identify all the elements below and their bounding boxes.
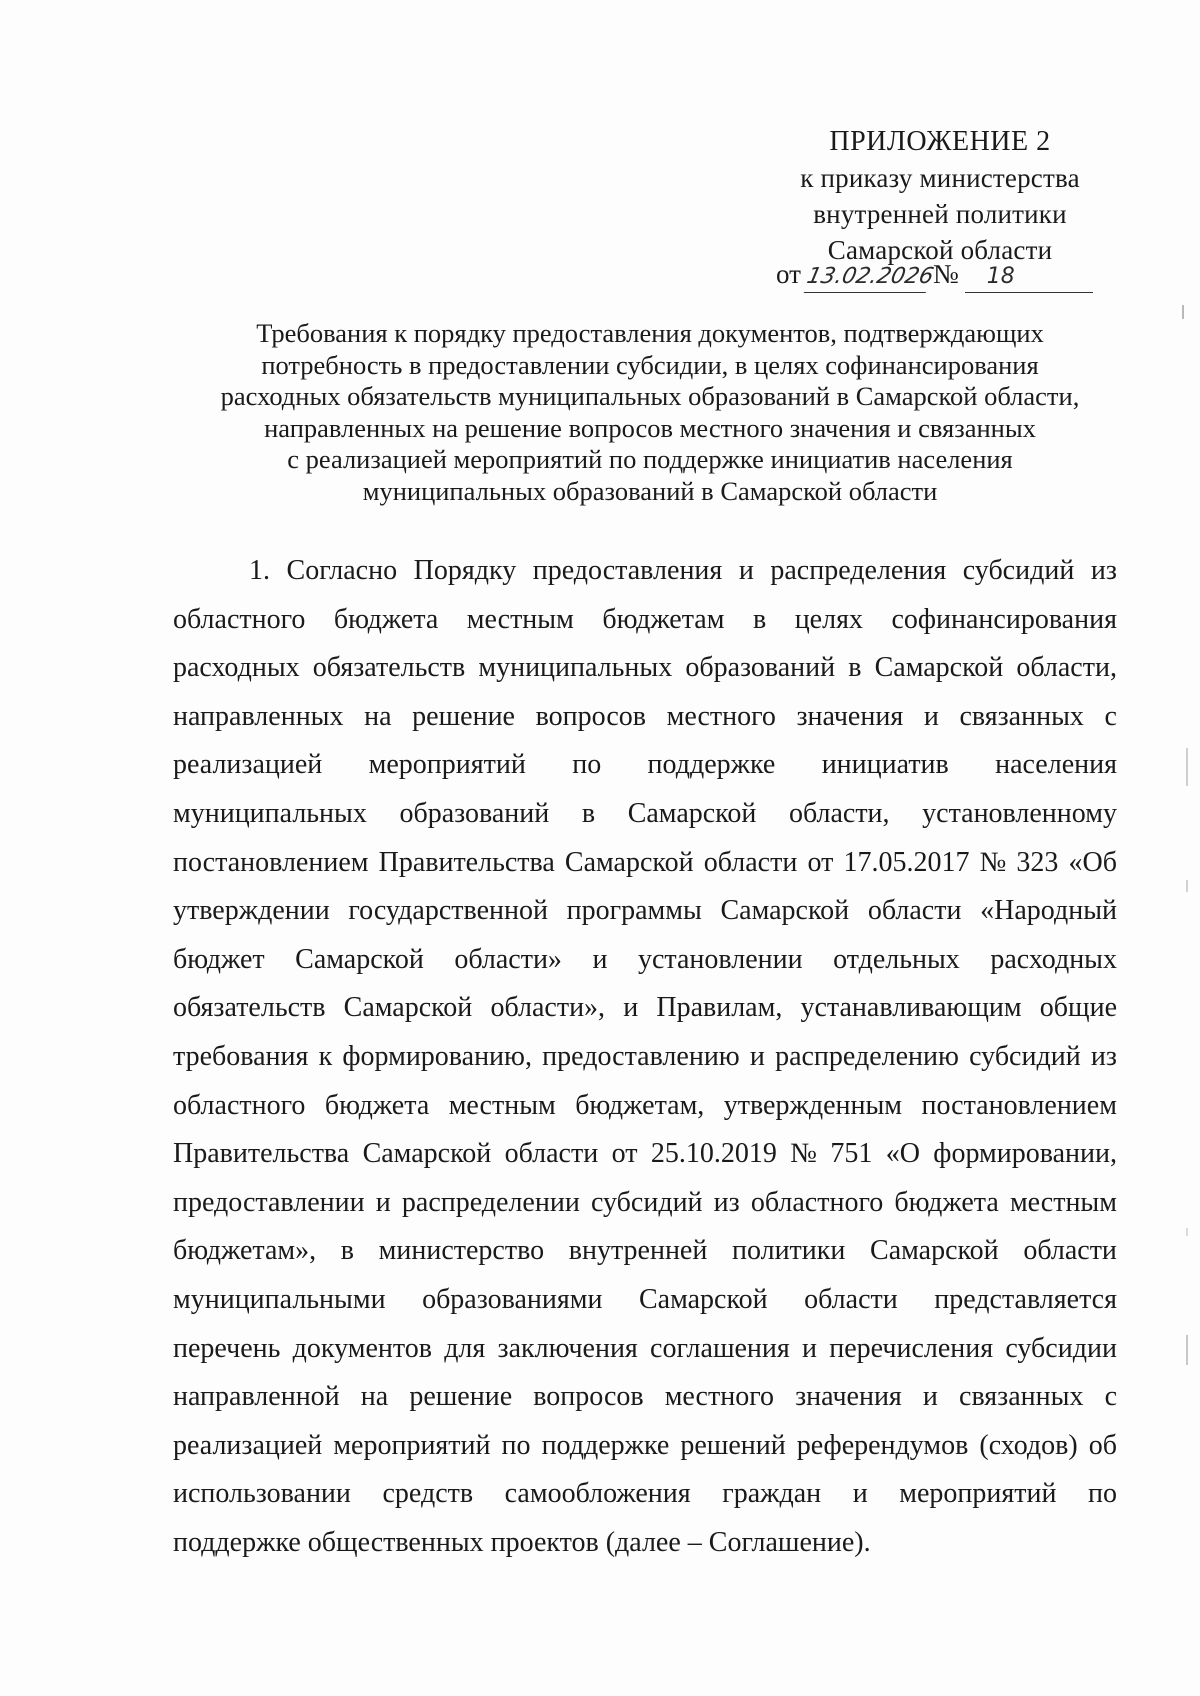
scan-artifact: [1182, 305, 1184, 319]
body-word: формировании,: [933, 1138, 1117, 1170]
body-word: и: [738, 555, 754, 586]
handwritten-number: 18: [965, 262, 1093, 293]
body-word: решение: [409, 1381, 513, 1413]
body-line: [173, 790, 1117, 839]
body-line: [173, 741, 1117, 790]
body-word: 25.10.2019: [650, 1138, 777, 1170]
body-word: образованиями: [422, 1283, 603, 1315]
body-word: внутренней: [568, 1235, 708, 1267]
handwritten-date: 13.02.2026: [804, 262, 933, 293]
body-line: [173, 693, 1117, 742]
body-word: направленных: [173, 700, 344, 732]
body-paragraph: [173, 547, 1117, 1567]
body-word: соглашения: [650, 1332, 790, 1364]
title-line: направленных на решение вопросов местного значения и связанных: [264, 412, 1036, 443]
body-word: по: [572, 749, 602, 781]
body-word: решение: [412, 700, 515, 732]
body-word: мероприятий: [333, 1429, 491, 1461]
body-word: и: [623, 992, 639, 1024]
body-word: документов: [292, 1332, 432, 1364]
body-word: области: [804, 1283, 898, 1315]
body-word: области: [1023, 1235, 1117, 1267]
body-word: об: [1088, 1429, 1117, 1461]
body-word: мероприятий: [368, 749, 526, 781]
body-word: Самарской: [362, 1138, 492, 1170]
body-word: самообложения: [504, 1478, 691, 1510]
body-word: постановлением: [921, 1089, 1117, 1121]
body-word: распределению: [775, 1040, 959, 1072]
body-word: формированию,: [342, 1040, 532, 1072]
scan-artifact: [1186, 748, 1188, 786]
body-word: распределения: [770, 555, 947, 586]
body-word: и: [375, 1186, 391, 1218]
body-line: [173, 1519, 1117, 1568]
body-word: местным: [466, 603, 574, 635]
body-word: (сходов): [979, 1429, 1078, 1461]
body-word: реализацией: [173, 1429, 323, 1461]
body-word: Согласно: [286, 555, 398, 586]
appendix-title: ПРИЛОЖЕНИЕ 2: [829, 126, 1051, 157]
body-line: [173, 984, 1117, 1033]
order-date-line: [776, 256, 1116, 292]
body-word: использовании: [173, 1478, 351, 1510]
body-word: по: [501, 1429, 531, 1461]
body-line: [173, 644, 1117, 693]
body-word: Самарской: [870, 1235, 999, 1267]
body-word: от: [611, 1138, 638, 1170]
title-line: Требования к порядку предоставления документов, подтверждающих: [256, 318, 1044, 348]
title-line: с реализацией мероприятий по поддержке инициатив населения: [287, 444, 1013, 474]
body-word: программы: [566, 895, 702, 927]
body-word: государственной: [348, 895, 548, 927]
scan-artifact: [1186, 1228, 1188, 1236]
body-word: и: [802, 1332, 817, 1364]
body-word: постановлением: [173, 846, 369, 878]
body-word: 751: [830, 1138, 873, 1170]
body-word: 323: [1016, 846, 1059, 878]
body-line: [173, 1130, 1117, 1179]
body-word: представляется: [934, 1283, 1117, 1315]
body-word: местного: [666, 700, 776, 732]
body-line: [173, 1082, 1117, 1131]
body-word: из: [1090, 1040, 1117, 1072]
body-word: местным: [1009, 1186, 1117, 1218]
body-word: средств: [382, 1478, 474, 1510]
body-word: субсидий: [969, 1040, 1081, 1072]
body-word: субсидий: [962, 555, 1075, 586]
appendix-line: внутренней политики: [813, 199, 1067, 229]
body-word: значения: [796, 700, 904, 732]
body-word: муниципальных: [173, 797, 367, 829]
body-word: к: [318, 1040, 333, 1072]
body-word: муниципальными: [173, 1283, 386, 1315]
body-word: в: [581, 797, 596, 829]
body-word: Самарской: [638, 1283, 768, 1315]
body-word: Самарской: [627, 797, 757, 829]
title-line: расходных обязательств муниципальных образований в Самарской области,: [220, 381, 1080, 411]
body-word: местным: [448, 1089, 556, 1121]
body-line: [173, 887, 1117, 936]
scan-artifact: [1186, 880, 1188, 892]
body-word: утвержденным: [723, 1089, 903, 1121]
body-word: Самарской: [720, 895, 850, 927]
body-word: бюджетам: [602, 603, 725, 635]
date-prefix: от: [776, 259, 801, 289]
body-word: распределении: [401, 1186, 580, 1218]
body-word: вопросов: [533, 1381, 644, 1413]
body-word: вопросов: [535, 700, 646, 732]
body-word: от: [807, 846, 834, 878]
body-word: образований: [399, 797, 550, 829]
body-word: отдельных: [833, 943, 960, 975]
body-word: и: [592, 943, 608, 975]
body-word: Самарской: [343, 992, 473, 1024]
body-word: связанных: [959, 1381, 1084, 1413]
appendix-header: [770, 124, 1110, 268]
body-word: направленной: [173, 1381, 340, 1413]
body-word: установлении: [637, 943, 803, 975]
body-word: значения: [795, 1381, 902, 1413]
body-word: и: [749, 1040, 765, 1072]
body-word: «Об: [1068, 846, 1117, 878]
body-word: предоставлении: [173, 1186, 365, 1218]
body-word: Самарской: [874, 652, 1004, 684]
body-word: области»,: [490, 992, 606, 1024]
body-word: с: [1104, 1381, 1117, 1413]
number-sign: №: [932, 259, 959, 289]
body-word: инициатив: [821, 749, 949, 781]
body-word: бюджета: [324, 1089, 430, 1121]
body-word: 1.: [249, 555, 270, 586]
body-word: и: [923, 700, 939, 732]
body-word: поддержке: [647, 749, 776, 781]
body-word: поддержке: [541, 1429, 670, 1461]
body-word: областного: [750, 1186, 884, 1218]
body-word: референдумов: [796, 1429, 969, 1461]
body-word: на: [364, 700, 392, 732]
body-word: Самарской: [564, 846, 694, 878]
body-word: Порядку: [413, 555, 517, 586]
body-word: бюджета: [894, 1186, 999, 1218]
body-word: местного: [664, 1381, 774, 1413]
body-word: №: [790, 1138, 817, 1170]
appendix-line: к приказу министерства: [800, 163, 1080, 193]
body-word: софинансирования: [891, 603, 1117, 635]
body-word: целях: [794, 603, 863, 635]
body-word: утверждении: [173, 895, 330, 927]
body-word: в: [752, 603, 767, 635]
body-word: и: [922, 1381, 938, 1413]
body-word: из: [1090, 555, 1117, 586]
body-word: мероприятий: [899, 1478, 1057, 1510]
body-word: реализацией: [173, 749, 323, 781]
body-word: бюджетам»,: [173, 1235, 317, 1267]
body-line: [173, 1373, 1117, 1422]
body-word: министерство: [378, 1235, 545, 1267]
body-word: решений: [680, 1429, 786, 1461]
scan-artifact: [1186, 1335, 1188, 1365]
body-word: области: [703, 846, 798, 878]
body-word: в: [848, 652, 862, 684]
body-line: [173, 936, 1117, 985]
body-word: и: [852, 1478, 868, 1510]
body-line: [173, 1276, 1117, 1325]
body-word: области: [867, 895, 962, 927]
body-word: субсидий: [590, 1186, 703, 1218]
body-word: муниципальных: [478, 652, 673, 684]
body-word: бюджета: [333, 603, 439, 635]
body-word: устанавливающим: [800, 992, 1022, 1024]
body-word: обязательств: [173, 992, 326, 1024]
body-word: субсидии: [1005, 1332, 1117, 1364]
body-line: [173, 1470, 1117, 1519]
body-word: области: [504, 1138, 599, 1170]
body-word: 17.05.2017: [843, 846, 970, 878]
body-word: области»: [454, 943, 562, 975]
body-word: связанных: [959, 700, 1084, 732]
body-line: [173, 547, 1117, 596]
body-line: [173, 1227, 1117, 1276]
body-word: областного: [173, 603, 306, 635]
body-word: на: [360, 1381, 389, 1413]
body-word: областного: [173, 1089, 306, 1121]
body-word: перечисления: [829, 1332, 994, 1364]
body-word: с: [1104, 700, 1117, 732]
body-line: [173, 1179, 1117, 1228]
body-word: населения: [995, 749, 1117, 781]
body-word: граждан: [722, 1478, 822, 1510]
document-title: [160, 318, 1140, 507]
body-word: в: [340, 1235, 354, 1267]
body-word: предоставлению: [542, 1040, 740, 1072]
body-word: «Народный: [980, 895, 1117, 927]
body-word: Правительства: [173, 1138, 350, 1170]
body-word: обязательств: [312, 652, 466, 684]
body-line: [173, 596, 1117, 645]
body-word: из: [713, 1186, 740, 1218]
body-word: требования: [173, 1040, 309, 1072]
title-line: муниципальных образований в Самарской области: [362, 475, 938, 506]
body-word: расходных: [990, 943, 1117, 975]
body-word: перечень: [173, 1332, 281, 1364]
body-word: поддержке общественных проектов (далее – Соглашение).: [173, 1526, 871, 1558]
body-word: «О: [885, 1138, 920, 1170]
body-word: Правительства: [378, 846, 555, 878]
body-word: области,: [788, 797, 890, 829]
body-word: для: [444, 1332, 486, 1364]
body-word: общие: [1039, 992, 1117, 1024]
body-word: Правилам,: [656, 992, 783, 1024]
body-line: [173, 1033, 1117, 1082]
body-word: области,: [1016, 652, 1117, 684]
body-line: [173, 839, 1117, 888]
body-word: политики: [731, 1235, 846, 1267]
body-word: бюджет: [173, 943, 265, 975]
body-word: бюджетам,: [575, 1089, 705, 1121]
body-word: по: [1088, 1478, 1117, 1510]
body-word: расходных: [173, 652, 300, 684]
body-word: №: [979, 846, 1007, 878]
body-word: Самарской: [295, 943, 424, 975]
appendix-line: Самарской области: [827, 235, 1053, 265]
body-line: [173, 1325, 1117, 1374]
body-word: образований: [685, 652, 836, 684]
body-word: заключения: [497, 1332, 638, 1364]
body-word: установленному: [922, 797, 1117, 829]
body-line: [173, 1422, 1117, 1471]
body-word: предоставления: [532, 555, 723, 586]
title-line: потребность в предоставлении субсидии, в целях софинансирования: [261, 349, 1039, 380]
